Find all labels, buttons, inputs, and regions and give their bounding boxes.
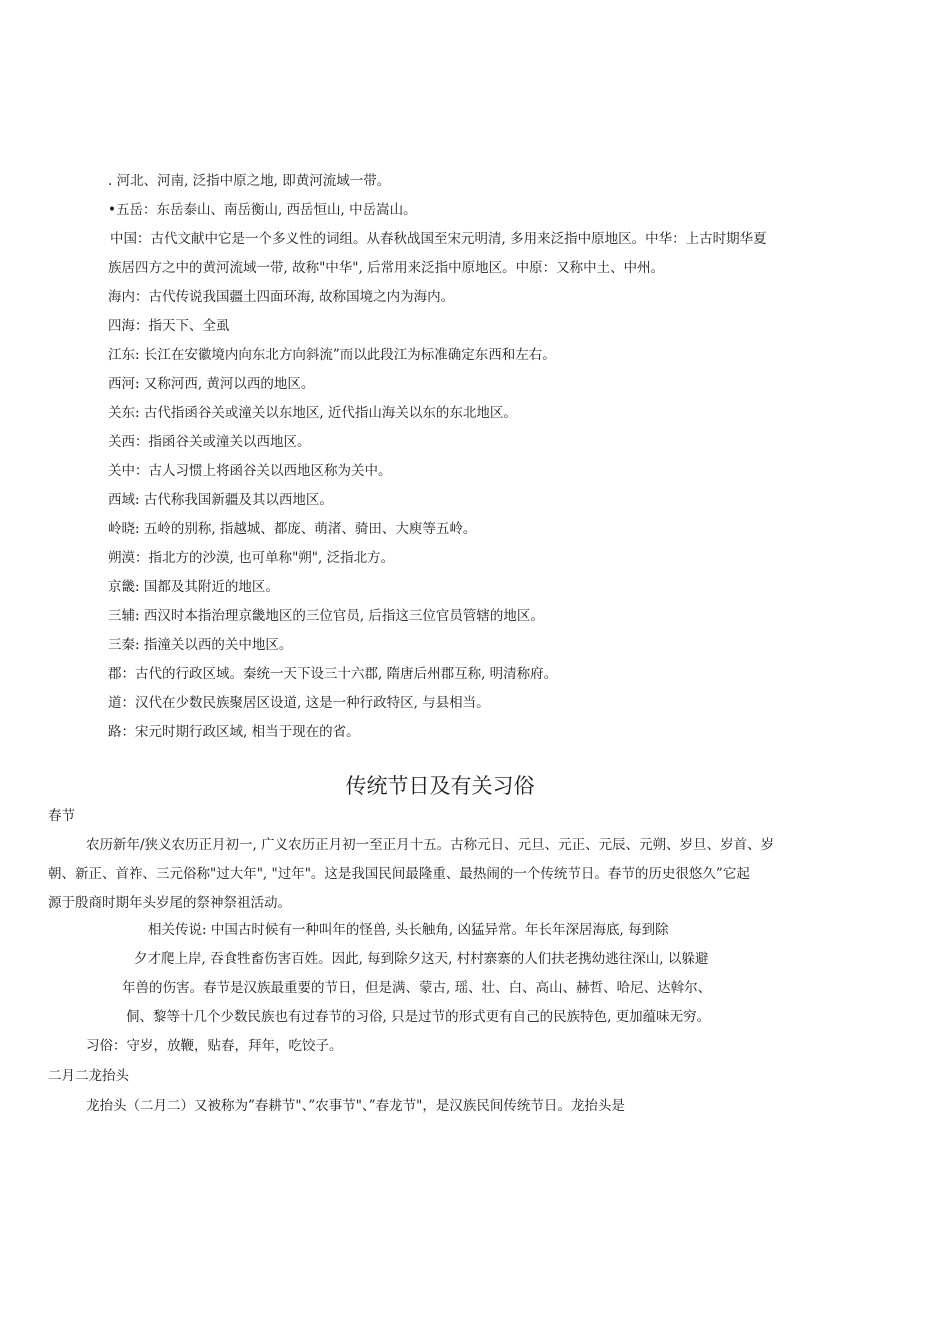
geo-term-line: 三辅: 西汉时本指治理京畿地区的三位官员, 后指这三位官员管辖的地区。: [108, 608, 544, 624]
geo-term-line: 关东: 古代指函谷关或潼关以东地区, 近代指山海关以东的东北地区。: [108, 405, 517, 421]
geo-term-line: . 河北、河南, 泛指中原之地, 即黄河流域一带。: [108, 173, 391, 189]
legend-line: 夕才爬上岸, 吞食牲畜伤害百姓。因此, 每到除夕这天, 村村寨寨的人们扶老携幼逃往深山, 以躲避: [134, 951, 709, 967]
festival-heading: 春节: [48, 808, 75, 824]
geo-term-line: 岭晓: 五岭的别称, 指越城、都庞、萌渚、骑田、大庾等五岭。: [108, 521, 477, 537]
section-title: 传统节日及有关习俗: [345, 774, 535, 798]
geo-term-line: 关中：古人习惯上将函谷关以西地区称为关中。: [108, 463, 392, 479]
geo-term-line: 朔漠：指北方的沙漠, 也可单称"朔", 泛指北方。: [108, 550, 395, 566]
customs-line: 习俗：守岁，放鞭，贴春，拜年，吃饺子。: [86, 1038, 343, 1054]
geo-term-line: 西域: 古代称我国新疆及其以西地区。: [108, 492, 333, 508]
festival-paragraph-line: 龙抬头（二月二）又被称为”春耕节"、”农事节"、”春龙节"，是汉族民间传统节日。龙抬头是: [86, 1098, 625, 1114]
legend-line: 相关传说: 中国古时候有一种叫年的怪兽, 头长触角, 凶猛异常。年长年深居海底, 每到除: [148, 922, 669, 938]
geo-term-line: 三秦: 指潼关以西的关中地区。: [108, 637, 293, 653]
festival-paragraph-line: 源于殷商时期年头岁尾的祭神祭祖活动。: [48, 895, 291, 911]
geo-term-line: 关西：指函谷关或潼关以西地区。: [108, 434, 311, 450]
geo-term-line: 京畿: 国都及其附近的地区。: [108, 579, 279, 595]
geo-term-line: •五岳：东岳泰山、南岳衡山, 西岳恒山, 中岳嵩山。: [108, 202, 417, 218]
geo-term-line: 郡：古代的行政区域。秦统一天下设三十六郡, 隋唐后州郡互称, 明清称府。: [108, 666, 558, 682]
geo-term-line: 海内：古代传说我国疆土四面环海, 故称国境之内为海内。: [108, 289, 455, 305]
geo-term-line: 四海：指天下、全虱: [108, 318, 230, 334]
festival-heading: 二月二龙抬头: [48, 1068, 129, 1084]
geo-term-line: 族居四方之中的黄河流域一带, 故称"中华", 后常用来泛指中原地区。中原：又称中土、中州。: [108, 260, 665, 276]
geo-term-line: 路：宋元时期行政区域, 相当于现在的省。: [108, 724, 360, 740]
legend-line: 侗、黎等十几个少数民族也有过春节的习俗, 只是过节的形式更有自己的民族特色, 更加蕴味无穷。: [126, 1009, 711, 1025]
festival-paragraph-line: 农历新年/狭义农历正月初一, 广义农历正月初一至正月十五。古称元日、元旦、元正、元辰、元朔、岁旦、岁首、岁: [86, 837, 775, 853]
geo-term-line: 中国：古代文献中它是一个多义性的词组。从春秋战国至宋元明清, 多用来泛指中原地区。中华：上古时期华夏: [110, 231, 767, 247]
geo-term-line: 西河: 又称河西, 黄河以西的地区。: [108, 376, 315, 392]
geo-term-line: 江东: 长江在安徽境内向东北方向斜流”而以此段江为标准确定东西和左右。: [108, 347, 556, 363]
festival-paragraph-line: 朝、新正、首祚、三元俗称"过大年", "过年"。这是我国民间最隆重、最热闹的一个传统节日。春节的历史很悠久”它起: [48, 866, 750, 882]
geo-term-line: 道：汉代在少数民族聚居区设道, 这是一种行政特区, 与县相当。: [108, 695, 490, 711]
legend-line: 年兽的伤害。春节是汉族最重要的节日，但是满、蒙古, 瑶、壮、白、高山、赫哲、哈尼、达斡尔、: [122, 980, 712, 996]
